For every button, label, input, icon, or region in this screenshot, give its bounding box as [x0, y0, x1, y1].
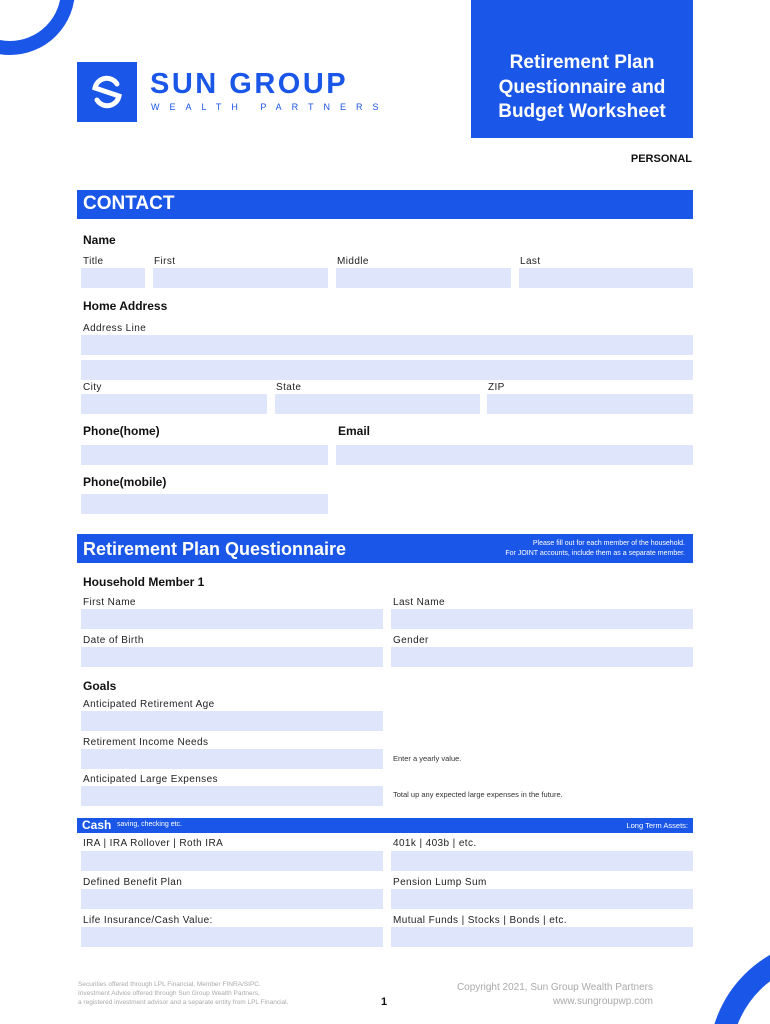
middle-name-field[interactable]: [336, 268, 511, 288]
disclaimer-line-3: a registered investment advisor and a separate entity from LPL Financial.: [78, 999, 289, 1006]
logo-mark: [77, 62, 137, 122]
address-line-2-field[interactable]: [81, 360, 693, 380]
copyright: Copyright 2021, Sun Group Wealth Partners: [456, 982, 653, 993]
mutual-funds-field[interactable]: [391, 927, 693, 947]
state-field[interactable]: [275, 394, 480, 414]
cash-heading-bar: [77, 818, 693, 833]
income-hint: Enter a yearly value.: [393, 754, 462, 763]
member-first-name-label: First Name: [83, 597, 136, 608]
401k-field[interactable]: [391, 851, 693, 871]
brand-name: SUN GROUP: [150, 68, 349, 100]
questionnaire-note-2: For JOINT accounts, include them as a separate member.: [505, 550, 685, 557]
email-label: Email: [338, 424, 371, 438]
large-expenses-field[interactable]: [81, 786, 383, 806]
life-insurance-label: Life Insurance/Cash Value:: [83, 915, 213, 926]
logo-s-icon: [77, 62, 137, 122]
first-label: First: [154, 256, 176, 267]
address-line-label: Address Line: [83, 323, 147, 334]
corner-arc-top-left: [0, 0, 80, 80]
member-last-name-field[interactable]: [391, 609, 693, 629]
cash-heading: Cash: [82, 818, 112, 832]
gender-field[interactable]: [391, 647, 693, 667]
title-line-2: Questionnaire and: [498, 77, 666, 98]
pension-label: Pension Lump Sum: [393, 877, 487, 888]
corner-arc-bottom-right: [690, 910, 770, 1024]
large-expenses-label: Anticipated Large Expenses: [83, 774, 218, 785]
state-label: State: [276, 382, 302, 393]
last-name-field[interactable]: [519, 268, 693, 288]
ira-label: IRA | IRA Rollover | Roth IRA: [83, 838, 224, 849]
title-label: Title: [83, 256, 104, 267]
city-label: City: [83, 382, 102, 393]
website-link[interactable]: www.sungroupwp.com: [552, 996, 653, 1007]
phone-mobile-label: Phone(mobile): [83, 475, 167, 489]
home-address-label: Home Address: [83, 299, 168, 313]
retirement-age-field[interactable]: [81, 711, 383, 731]
income-needs-field[interactable]: [81, 749, 383, 769]
ira-field[interactable]: [81, 851, 383, 871]
city-field[interactable]: [81, 394, 267, 414]
personal-label: PERSONAL: [630, 153, 692, 165]
contact-heading: CONTACT: [83, 193, 175, 214]
last-label: Last: [520, 256, 541, 267]
contact-heading-bar: [77, 190, 693, 219]
zip-label: ZIP: [488, 382, 505, 393]
title-block: [471, 0, 693, 138]
brand-subtitle: WEALTH PARTNERS: [151, 102, 389, 112]
defined-benefit-field[interactable]: [81, 889, 383, 909]
gender-label: Gender: [393, 635, 429, 646]
middle-label: Middle: [337, 256, 369, 267]
disclaimer-line-1: Securities offered through LPL Financial, Member FINRA/SIPC.: [78, 981, 261, 988]
dob-field[interactable]: [81, 647, 383, 667]
401k-label: 401k | 403b | etc.: [393, 838, 477, 849]
disclaimer-line-2: Investment Advice offered through Sun Group Wealth Partners,: [78, 990, 260, 997]
pension-field[interactable]: [391, 889, 693, 909]
household-member-label: Household Member 1: [83, 575, 205, 589]
phone-mobile-field[interactable]: [81, 494, 328, 514]
first-name-field[interactable]: [153, 268, 328, 288]
phone-home-field[interactable]: [81, 445, 328, 465]
expenses-hint: Total up any expected large expenses in the future.: [393, 790, 563, 799]
long-term-assets-note: Long Term Assets:: [626, 821, 688, 830]
member-first-name-field[interactable]: [81, 609, 383, 629]
questionnaire-note-1: Please fill out for each member of the household.: [532, 540, 685, 547]
address-line-1-field[interactable]: [81, 335, 693, 355]
goals-label: Goals: [83, 679, 117, 693]
dob-label: Date of Birth: [83, 635, 144, 646]
page-number: 1: [381, 996, 388, 1008]
cash-heading-note: saving, checking etc.: [117, 821, 182, 828]
title-line-1: Retirement Plan: [509, 52, 655, 73]
retirement-age-label: Anticipated Retirement Age: [83, 699, 215, 710]
income-needs-label: Retirement Income Needs: [83, 737, 209, 748]
mutual-funds-label: Mutual Funds | Stocks | Bonds | etc.: [393, 915, 567, 926]
name-label: Name: [83, 233, 116, 247]
questionnaire-heading-bar: [77, 534, 693, 563]
member-last-name-label: Last Name: [393, 597, 445, 608]
title-field[interactable]: [81, 268, 145, 288]
phone-home-label: Phone(home): [83, 424, 160, 438]
questionnaire-heading: Retirement Plan Questionnaire: [83, 539, 347, 559]
zip-field[interactable]: [487, 394, 693, 414]
title-line-3: Budget Worksheet: [498, 101, 666, 122]
life-insurance-field[interactable]: [81, 927, 383, 947]
email-field[interactable]: [336, 445, 693, 465]
defined-benefit-label: Defined Benefit Plan: [83, 877, 183, 888]
